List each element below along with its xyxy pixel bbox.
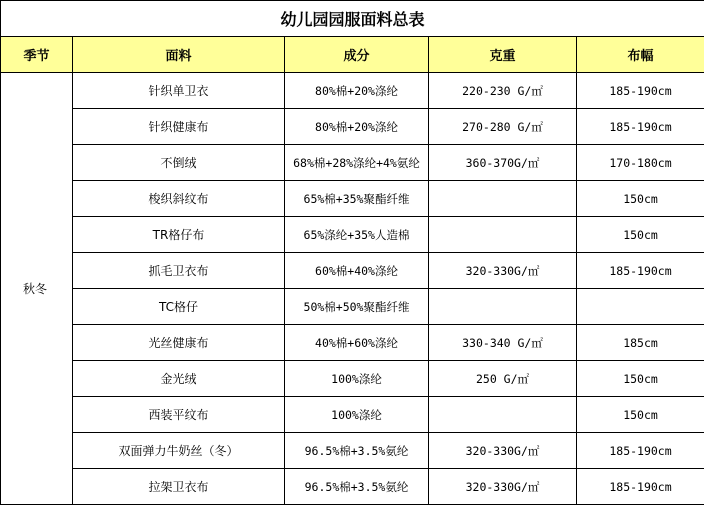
title-row	[1, 1, 704, 37]
fabric-cell: 不倒绒	[73, 145, 285, 181]
composition-cell: 100%涤纶	[285, 361, 429, 397]
table-row	[1, 253, 704, 289]
composition-cell: 96.5%棉+3.5%氨纶	[285, 433, 429, 469]
weight-cell	[429, 397, 577, 433]
table-title: 幼儿园园服面料总表	[1, 1, 704, 37]
composition-cell: 50%棉+50%聚酯纤维	[285, 289, 429, 325]
table-row	[1, 397, 704, 433]
header-row	[1, 37, 704, 73]
table-row	[1, 109, 704, 145]
width-cell	[577, 289, 704, 325]
weight-cell: 320-330G/㎡	[429, 253, 577, 289]
table-row	[1, 325, 704, 361]
fabric-cell: 针织健康布	[73, 109, 285, 145]
table-row	[1, 181, 704, 217]
fabric-cell: 针织单卫衣	[73, 73, 285, 109]
composition-cell: 60%棉+40%涤纶	[285, 253, 429, 289]
header-composition: 成分	[285, 37, 429, 73]
fabric-cell: 抓毛卫衣布	[73, 253, 285, 289]
table-row	[1, 217, 704, 253]
fabric-cell: 拉架卫衣布	[73, 469, 285, 505]
weight-cell	[429, 181, 577, 217]
weight-cell: 220-230 G/㎡	[429, 73, 577, 109]
composition-cell: 96.5%棉+3.5%氨纶	[285, 469, 429, 505]
table-row	[1, 361, 704, 397]
width-cell: 185-190cm	[577, 433, 704, 469]
width-cell: 170-180cm	[577, 145, 704, 181]
composition-cell: 68%棉+28%涤纶+4%氨纶	[285, 145, 429, 181]
fabric-cell: 西装平纹布	[73, 397, 285, 433]
composition-cell: 40%棉+60%涤纶	[285, 325, 429, 361]
fabric-cell: TR格仔布	[73, 217, 285, 253]
table-row	[1, 433, 704, 469]
width-cell: 185-190cm	[577, 73, 704, 109]
table-row	[1, 73, 704, 109]
header-season: 季节	[1, 37, 73, 73]
fabric-cell: 梭织斜纹布	[73, 181, 285, 217]
header-weight: 克重	[429, 37, 577, 73]
composition-cell: 100%涤纶	[285, 397, 429, 433]
season-cell: 秋冬	[1, 73, 73, 505]
width-cell: 185-190cm	[577, 253, 704, 289]
fabric-cell: 金光绒	[73, 361, 285, 397]
weight-cell	[429, 289, 577, 325]
fabric-cell: TC格仔	[73, 289, 285, 325]
composition-cell: 65%涤纶+35%人造棉	[285, 217, 429, 253]
composition-cell: 80%棉+20%涤纶	[285, 73, 429, 109]
width-cell: 150cm	[577, 361, 704, 397]
header-fabric: 面料	[73, 37, 285, 73]
width-cell: 150cm	[577, 181, 704, 217]
table-row	[1, 289, 704, 325]
width-cell: 185-190cm	[577, 469, 704, 505]
composition-cell: 80%棉+20%涤纶	[285, 109, 429, 145]
width-cell: 185cm	[577, 325, 704, 361]
weight-cell: 250 G/㎡	[429, 361, 577, 397]
width-cell: 150cm	[577, 217, 704, 253]
width-cell: 150cm	[577, 397, 704, 433]
table-row	[1, 469, 704, 505]
width-cell: 185-190cm	[577, 109, 704, 145]
fabric-cell: 光丝健康布	[73, 325, 285, 361]
weight-cell: 320-330G/㎡	[429, 433, 577, 469]
weight-cell	[429, 217, 577, 253]
header-width: 布幅	[577, 37, 704, 73]
weight-cell: 270-280 G/㎡	[429, 109, 577, 145]
composition-cell: 65%棉+35%聚酯纤维	[285, 181, 429, 217]
weight-cell: 320-330G/㎡	[429, 469, 577, 505]
fabric-cell: 双面弹力牛奶丝（冬）	[73, 433, 285, 469]
table-row	[1, 145, 704, 181]
weight-cell: 330-340 G/㎡	[429, 325, 577, 361]
weight-cell: 360-370G/㎡	[429, 145, 577, 181]
